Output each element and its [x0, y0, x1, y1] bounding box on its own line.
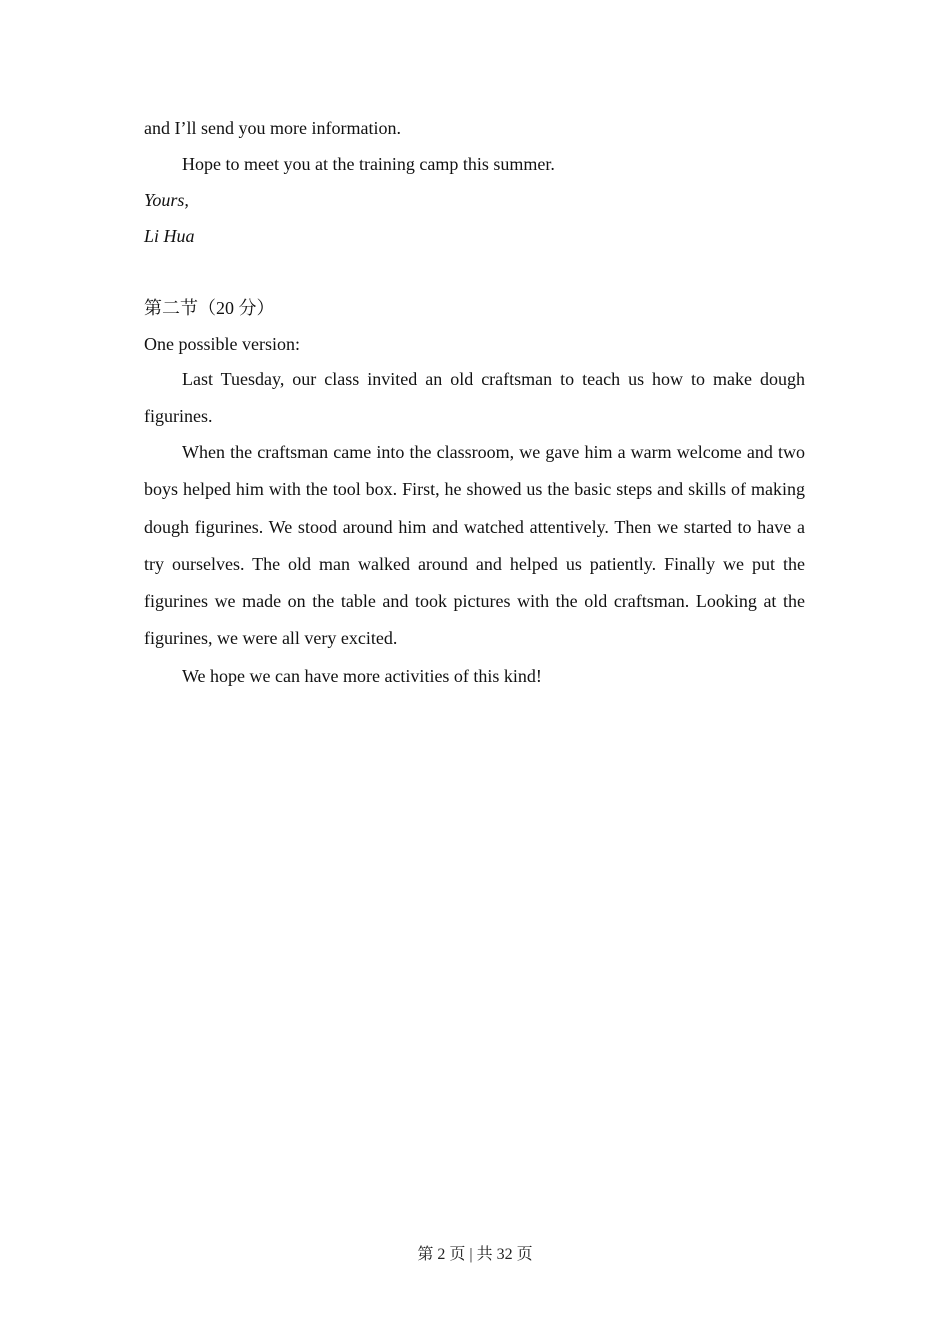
- letter-closing: Yours,: [144, 190, 189, 210]
- version-label: One possible version:: [144, 334, 300, 354]
- section-heading: 第二节（20 分）: [144, 298, 275, 318]
- letter-text-line: Hope to meet you at the training camp this summer.: [182, 154, 555, 174]
- letter-text-line: and I’ll send you more information.: [144, 118, 401, 138]
- essay-paragraph: Last Tuesday, our class invited an old craftsman to teach us how to make dough figurines.: [144, 369, 805, 427]
- essay-paragraph: We hope we can have more activities of this kind!: [182, 666, 542, 686]
- essay-paragraph: When the craftsman came into the classroom, we gave him a warm welcome and two boys helped him with the tool box. First, he showed us the basic steps and skills of making dough figurines. We stood around him and watched attentively. Then we started to have a try ourselves. The old man walked around and helped us patiently. Finally we put the figurines we made on the table and took pictures with the old craftsman. Looking at the figurines, we were all very excited.: [144, 442, 805, 649]
- letter-signature: Li Hua: [144, 226, 195, 246]
- page-footer: 第 2 页 | 共 32 页: [417, 1246, 533, 1263]
